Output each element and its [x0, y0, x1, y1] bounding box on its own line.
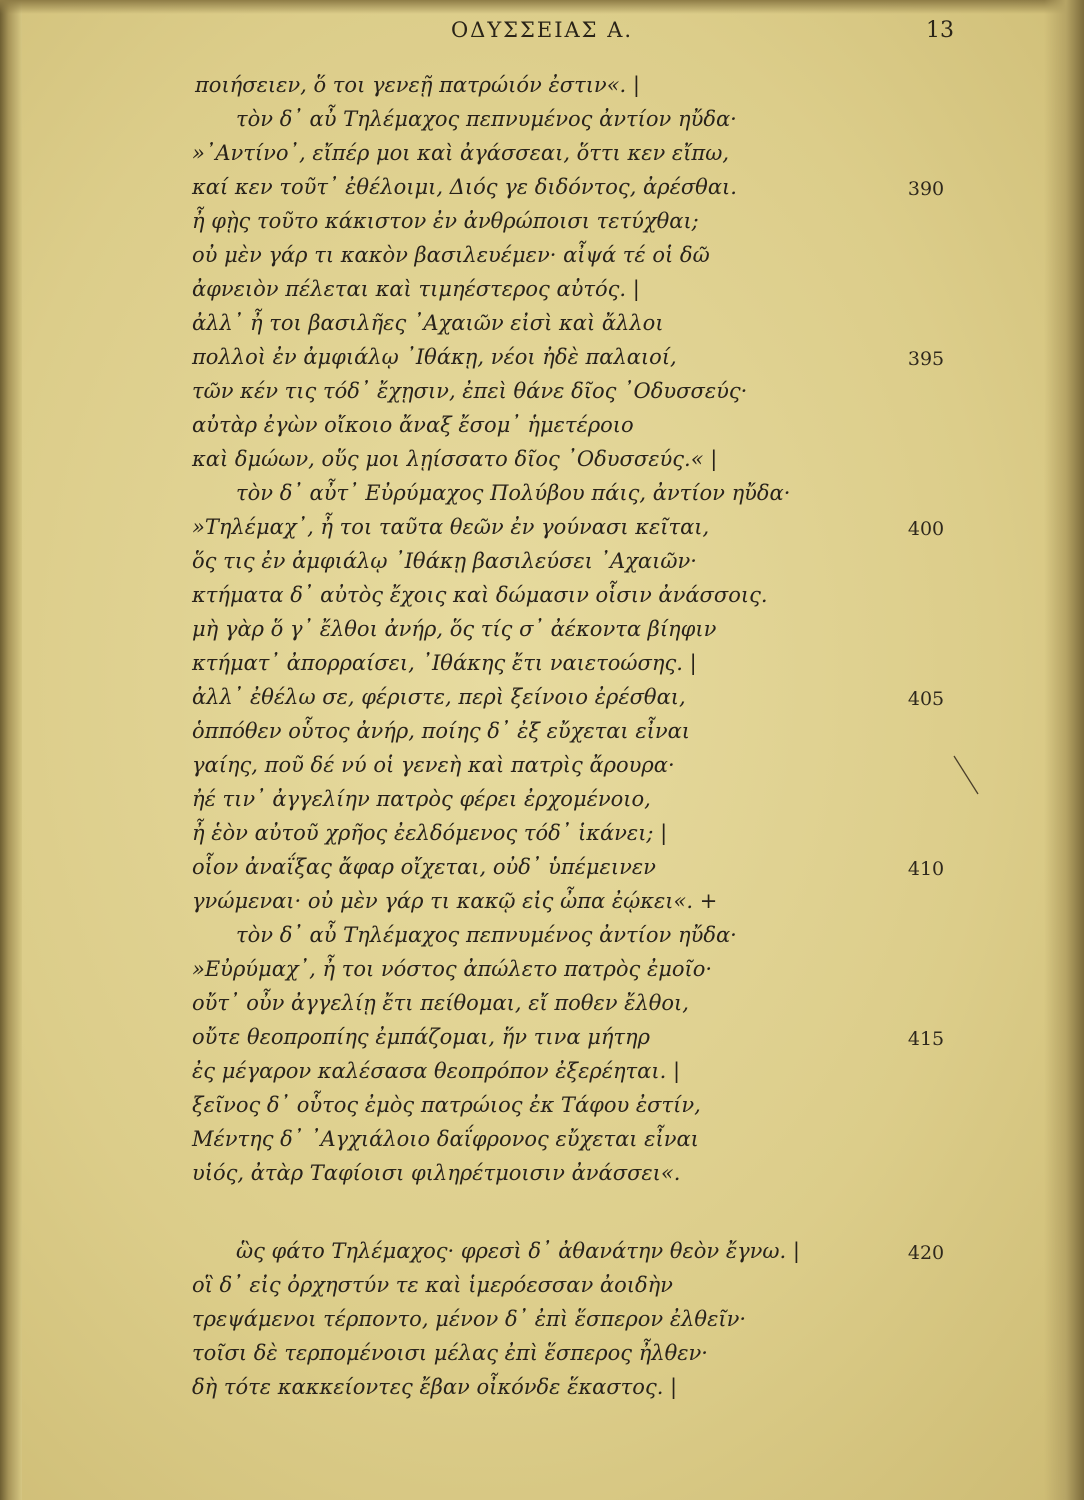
page-number: 13: [926, 18, 954, 43]
running-title: ΟΔΥΣΣΕΙΑΣ Α.: [450, 18, 634, 42]
line-number: 410: [907, 858, 945, 880]
verse-line: υἱός, ἀτὰρ Ταφίοισι φιληρέτμοισιν ἀνάσσει«.: [192, 1161, 681, 1185]
line-number: 420: [907, 1242, 945, 1264]
page-header: [0, 18, 1084, 54]
verse-line: γνώμεναι· οὐ μὲν γάρ τι κακῷ εἰς ὦπα ἐῴκει«. +: [192, 889, 718, 913]
verse-line: οἳ δ᾽ εἰς ὀρχηστύν τε καὶ ἱμερόεσσαν ἀοιδὴν: [192, 1273, 673, 1297]
verse-line: γαίης, ποῦ δέ νύ οἱ γενεὴ καὶ πατρὶς ἄρουρα·: [192, 753, 675, 777]
verse-line: ἐς μέγαρον καλέσασα θεοπρόπον ἐξερέηται. |: [192, 1059, 681, 1083]
verse-line: καί κεν τοῦτ᾽ ἐθέλοιμι, Διός γε διδόντος, ἀρέσθαι.: [192, 175, 737, 199]
verse-text: [0, 64, 1084, 1424]
page-top-shadow: [0, 0, 1084, 14]
verse-line: τρεψάμενοι τέρποντο, μένον δ᾽ ἐπὶ ἕσπερον ἐλθεῖν·: [192, 1307, 747, 1331]
line-number: 405: [907, 688, 945, 710]
verse-line: ἀλλ᾽ ἦ τοι βασιλῆες ᾽Αχαιῶν εἰσὶ καὶ ἄλλοι: [192, 311, 664, 335]
verse-line: ὁππόθεν οὗτος ἀνήρ, ποίης δ᾽ ἐξ εὔχεται εἶναι: [192, 719, 691, 743]
verse-line: οὔτε θεοπροπίης ἐμπάζομαι, ἥν τινα μήτηρ: [192, 1025, 650, 1049]
verse-line: τὸν δ᾽ αὖ Τηλέμαχος πεπνυμένος ἀντίον ηὔδα·: [236, 923, 737, 947]
verse-line: οὐ μὲν γάρ τι κακὸν βασιλευέμεν· αἶψά τέ οἱ δῶ: [192, 243, 710, 267]
verse-line: ἀλλ᾽ ἐθέλω σε, φέριστε, περὶ ξείνοιο ἐρέσθαι,: [192, 685, 686, 709]
line-number: 415: [907, 1028, 945, 1050]
line-number: 395: [907, 348, 945, 370]
verse-line: μὴ γὰρ ὅ γ᾽ ἔλθοι ἀνήρ, ὅς τίς σ᾽ ἀέκοντα βίηφιν: [192, 617, 717, 641]
verse-line: τὸν δ᾽ αὖτ᾽ Εὐρύμαχος Πολύβου πάις, ἀντίον ηὔδα·: [236, 481, 791, 505]
verse-line: ἦ ἑὸν αὐτοῦ χρῆος ἐελδόμενος τόδ᾽ ἱκάνει; |: [192, 821, 668, 845]
verse-line: ποιήσειεν, ὅ τοι γενεῇ πατρώιόν ἐστιν«. |: [195, 73, 640, 97]
verse-line: »Εὐρύμαχ᾽, ἦ τοι νόστος ἀπώλετο πατρὸς ἐμοῖο·: [192, 957, 713, 981]
verse-line: αὐτὰρ ἐγὼν οἴκοιο ἄναξ ἔσομ᾽ ἡμετέροιο: [192, 413, 634, 437]
verse-line: καὶ δμώων, οὕς μοι λῃίσσατο δῖος ᾽Οδυσσεύς.« |: [192, 447, 718, 471]
verse-line: τῶν κέν τις τόδ᾽ ἔχῃσιν, ἐπεὶ θάνε δῖος ᾽Οδυσσεύς·: [192, 379, 748, 403]
verse-line: ἀφνειὸν πέλεται καὶ τιμηέστερος αὐτός. |: [192, 277, 640, 301]
verse-line: ὅς τις ἐν ἀμφιάλῳ ᾽Ιθάκῃ βασιλεύσει ᾽Αχαιῶν·: [192, 549, 697, 573]
verse-line: οὔτ᾽ οὖν ἀγγελίῃ ἔτι πείθομαι, εἴ ποθεν ἔλθοι,: [192, 991, 689, 1015]
verse-line: δὴ τότε κακκείοντες ἔβαν οἶκόνδε ἕκαστος. |: [192, 1375, 678, 1399]
verse-line: ἠέ τιν᾽ ἀγγελίην πατρὸς φέρει ἐρχομένοιο,: [192, 787, 651, 811]
verse-line: τοῖσι δὲ τερπομένοισι μέλας ἐπὶ ἕσπερος ἦλθεν·: [192, 1341, 708, 1365]
verse-line: »᾽Αντίνο᾽, εἴπέρ μοι καὶ ἀγάσσεαι, ὅττι κεν εἴπω,: [192, 141, 730, 165]
verse-line: κτήματα δ᾽ αὐτὸς ἔχοις καὶ δώμασιν οἷσιν ἀνάσσοις.: [192, 583, 768, 607]
verse-line: τὸν δ᾽ αὖ Τηλέμαχος πεπνυμένος ἀντίον ηὔδα·: [236, 107, 737, 131]
verse-line: κτήματ᾽ ἀπορραίσει, ᾽Ιθάκης ἔτι ναιετοώσης. |: [192, 651, 697, 675]
verse-line: οἷον ἀναΐξας ἄφαρ οἴχεται, οὐδ᾽ ὑπέμεινεν: [192, 855, 656, 879]
verse-line: »Τηλέμαχ᾽, ἦ τοι ταῦτα θεῶν ἐν γούνασι κεῖται,: [192, 515, 710, 539]
pencil-mark-icon: [952, 754, 982, 800]
verse-line: ὣς φάτο Τηλέμαχος· φρεσὶ δ᾽ ἀθανάτην θεὸν ἔγνω. |: [236, 1239, 800, 1263]
line-number: 390: [907, 178, 945, 200]
verse-line: πολλοὶ ἐν ἀμφιάλῳ ᾽Ιθάκῃ, νέοι ἠδὲ παλαιοί,: [192, 345, 677, 369]
verse-line: ἦ φῂς τοῦτο κάκιστον ἐν ἀνθρώποισι τετύχθαι;: [192, 209, 699, 233]
verse-line: Μέντης δ᾽ ᾽Αγχιάλοιο δαΐφρονος εὔχεται εἶναι: [192, 1127, 699, 1151]
verse-line: ξεῖνος δ᾽ οὗτος ἐμὸς πατρώιος ἐκ Τάφου ἐστίν,: [192, 1093, 701, 1117]
line-number: 400: [907, 518, 945, 540]
